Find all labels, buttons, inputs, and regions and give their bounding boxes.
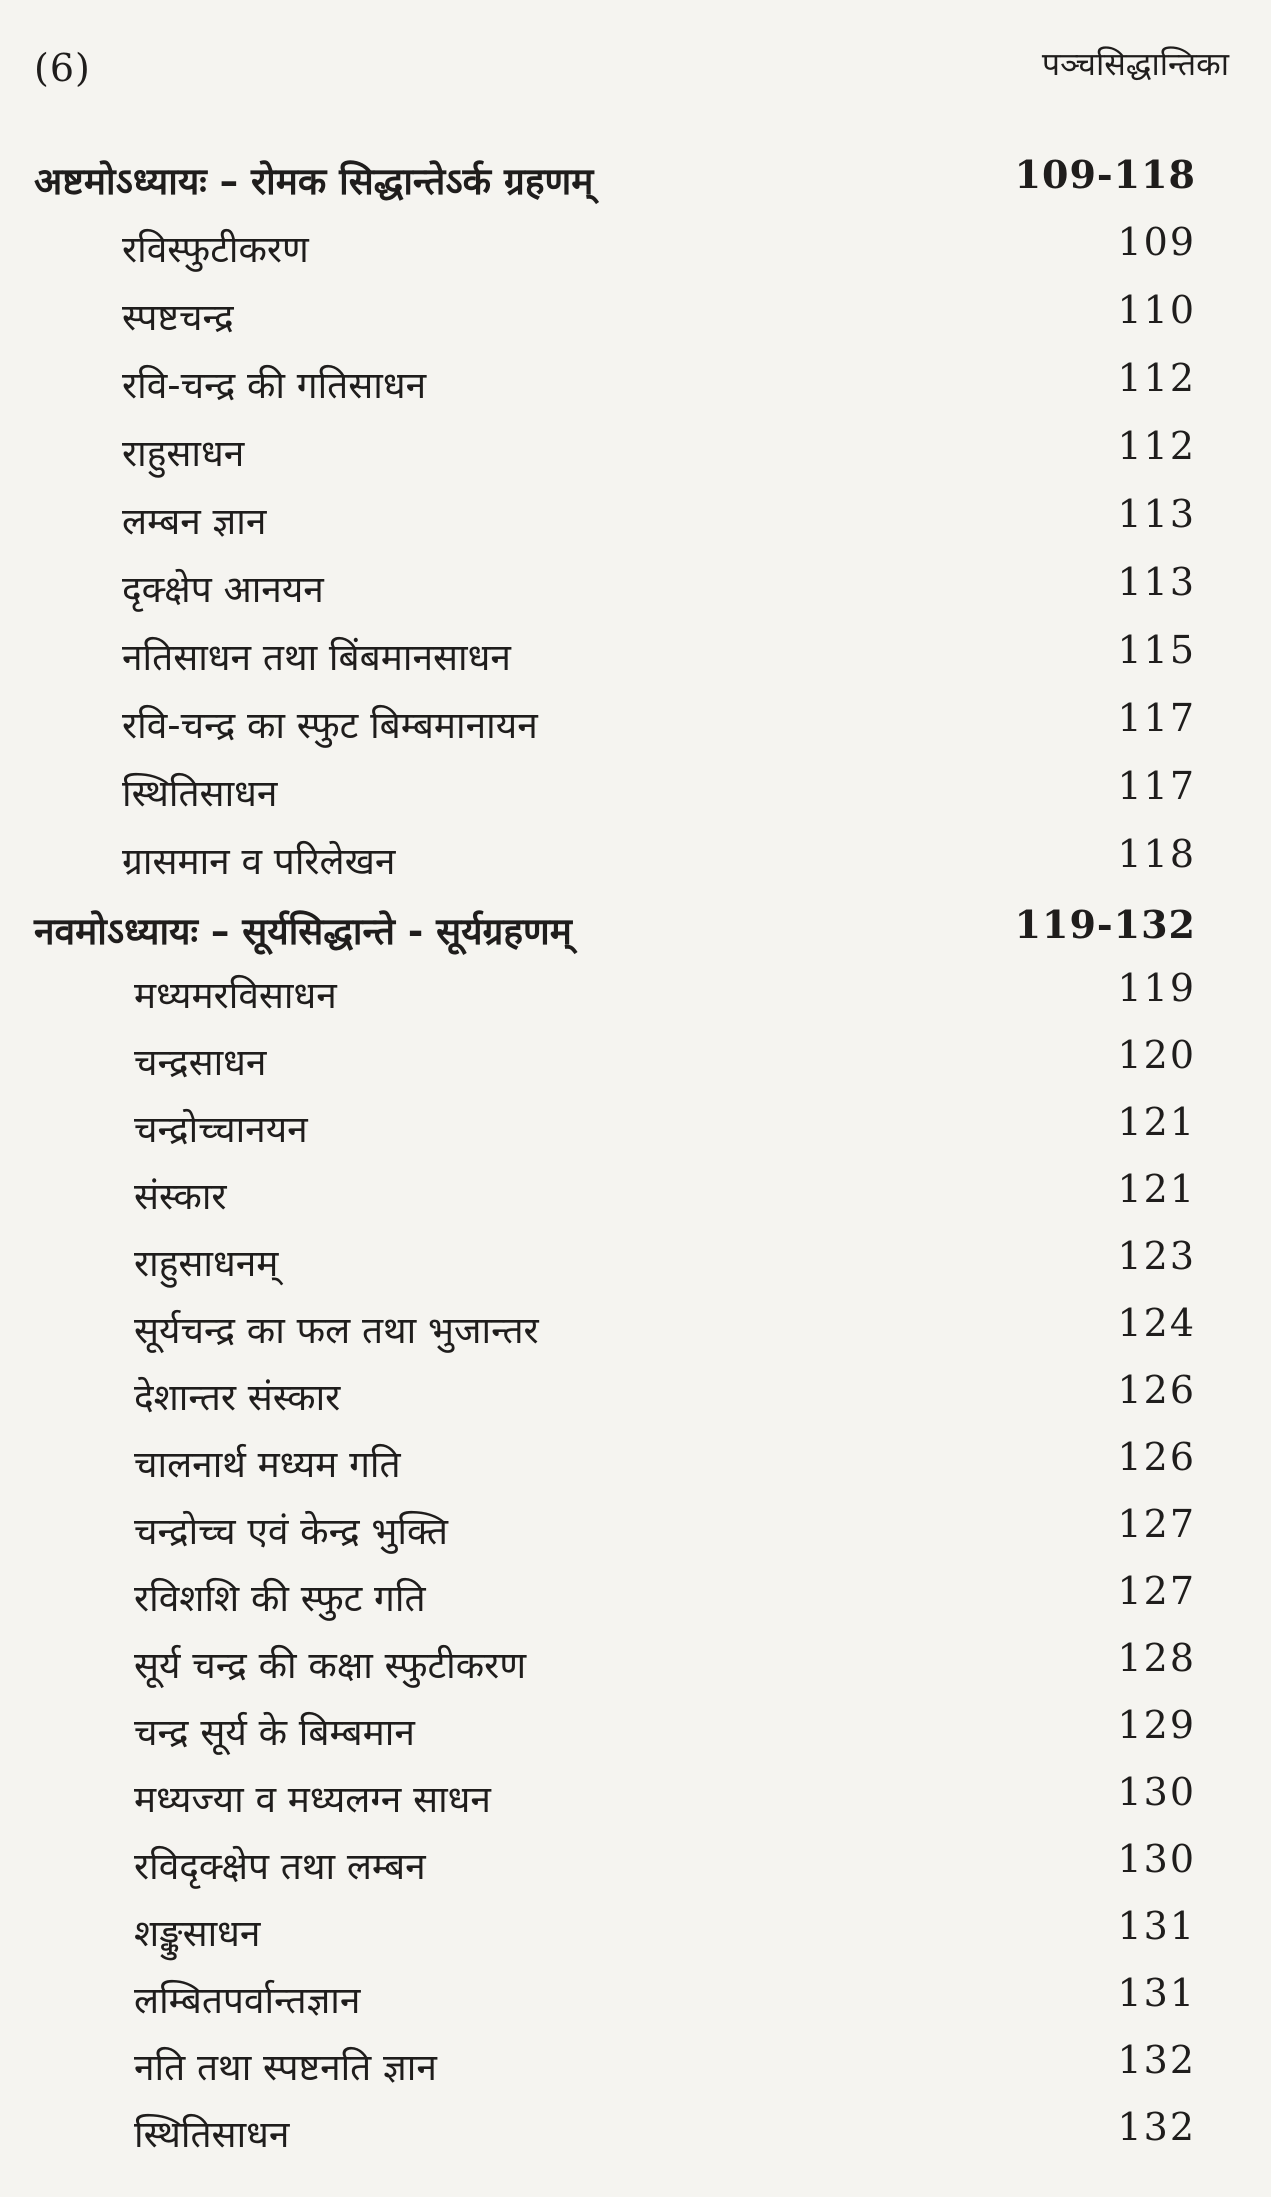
entry-title: मध्यमरविसाधन: [134, 974, 337, 1017]
entry-title: शङ्कुसाधन: [134, 1912, 261, 1955]
toc-entry: [34, 1429, 1196, 1496]
entry-page-number: 131: [1117, 1971, 1196, 2015]
entry-title: रवि-चन्द्र का स्फुट बिम्बमानायन: [122, 704, 538, 747]
toc-entry: [34, 826, 1196, 894]
entry-title: स्पष्टचन्द्र: [122, 296, 234, 339]
toc-entry: [34, 1027, 1196, 1094]
entry-title: चन्द्रोच्चानयन: [134, 1108, 308, 1151]
entry-title: चन्द्रसाधन: [134, 1041, 267, 1084]
toc-entry: [34, 1898, 1196, 1965]
running-title: पञ्चसिद्धान्तिका: [1041, 45, 1229, 83]
entry-title: नतिसाधन तथा बिंबमानसाधन: [122, 636, 511, 679]
toc-entry: [34, 1630, 1196, 1697]
entry-title: ग्रासमान व परिलेखन: [122, 840, 396, 883]
entry-page-number: 127: [1117, 1502, 1196, 1546]
entry-title: सूर्य चन्द्र की कक्षा स्फुटीकरण: [134, 1644, 527, 1687]
entry-page-number: 112: [1117, 424, 1196, 468]
toc-entry: [34, 1362, 1196, 1429]
toc-entry: [34, 418, 1196, 486]
entry-page-number: 123: [1117, 1234, 1196, 1278]
entry-page-number: 130: [1117, 1837, 1196, 1881]
entry-page-number: 121: [1117, 1167, 1196, 1211]
entry-title: स्थितिसाधन: [122, 772, 278, 815]
toc-entry: [34, 1563, 1196, 1630]
toc-entry: [34, 1831, 1196, 1898]
entry-title: दृक्क्षेप आनयन: [122, 568, 324, 611]
toc-entry: [34, 1965, 1196, 2032]
entry-page-number: 131: [1117, 1904, 1196, 1948]
chapter-9: [34, 900, 1196, 2166]
toc-entry: [34, 2032, 1196, 2099]
toc-entry: [34, 554, 1196, 622]
entry-title: रविस्फुटीकरण: [122, 228, 309, 271]
toc-entry: [34, 282, 1196, 350]
entry-page-number: 127: [1117, 1569, 1196, 1613]
toc-entry: [34, 1228, 1196, 1295]
toc-entry: [34, 486, 1196, 554]
entry-page-number: 128: [1117, 1636, 1196, 1680]
chapter-page-range: 119-132: [1014, 902, 1196, 947]
toc-entry: [34, 350, 1196, 418]
entry-page-number: 129: [1117, 1703, 1196, 1747]
entry-title: देशान्तर संस्कार: [134, 1376, 341, 1419]
page-header: [34, 40, 1229, 100]
entry-page-number: 110: [1117, 288, 1196, 332]
entry-page-number: 132: [1117, 2038, 1196, 2082]
entry-title: नति तथा स्पष्टनति ज्ञान: [134, 2046, 437, 2089]
entry-title: राहुसाधन: [122, 432, 245, 475]
entry-page-number: 112: [1117, 356, 1196, 400]
entry-title: राहुसाधनम्: [134, 1242, 279, 1285]
entry-title: लम्बितपर्वान्तज्ञान: [134, 1979, 361, 2022]
entry-page-number: 115: [1117, 628, 1196, 672]
entry-page-number: 126: [1117, 1368, 1196, 1412]
entry-title: रविदृक्क्षेप तथा लम्बन: [134, 1845, 426, 1888]
entry-title: चालनार्थ मध्यम गति: [134, 1443, 401, 1486]
entry-page-number: 121: [1117, 1100, 1196, 1144]
toc-entry: [34, 690, 1196, 758]
toc-entry: [34, 1295, 1196, 1362]
toc-entry: [34, 1697, 1196, 1764]
entry-page-number: 113: [1117, 560, 1196, 604]
chapter-8: [34, 150, 1196, 894]
entry-title: रवि-चन्द्र की गतिसाधन: [122, 364, 427, 407]
entry-page-number: 113: [1117, 492, 1196, 536]
entry-page-number: 109: [1117, 220, 1196, 264]
entry-page-number: 126: [1117, 1435, 1196, 1479]
chapter-heading: [34, 900, 1196, 960]
entry-title: रविशशि की स्फुट गति: [134, 1577, 426, 1620]
entry-title: संस्कार: [134, 1175, 227, 1218]
toc-entry: [34, 1094, 1196, 1161]
toc-entry: [34, 1161, 1196, 1228]
entry-page-number: 130: [1117, 1770, 1196, 1814]
chapter-page-range: 109-118: [1014, 152, 1196, 197]
entry-page-number: 117: [1117, 696, 1196, 740]
toc-entry: [34, 214, 1196, 282]
toc-entry: [34, 960, 1196, 1027]
chapter-title: नवमोऽध्यायः – सूर्यसिद्धान्ते - सूर्यग्रहणम्: [34, 910, 572, 953]
entry-title: लम्बन ज्ञान: [122, 500, 267, 543]
entry-title: स्थितिसाधन: [134, 2113, 290, 2156]
chapter-heading: [34, 150, 1196, 214]
entry-title: चन्द्र सूर्य के बिम्बमान: [134, 1711, 415, 1754]
toc-entry: [34, 2099, 1196, 2166]
toc-entry: [34, 1764, 1196, 1831]
entry-page-number: 117: [1117, 764, 1196, 808]
entry-title: मध्यज्या व मध्यलग्न साधन: [134, 1778, 491, 1821]
entry-page-number: 119: [1117, 966, 1196, 1010]
entry-title: चन्द्रोच्च एवं केन्द्र भुक्ति: [134, 1510, 448, 1553]
page-number: (6): [34, 46, 91, 90]
toc-entry: [34, 622, 1196, 690]
toc-entry: [34, 1496, 1196, 1563]
entry-page-number: 120: [1117, 1033, 1196, 1077]
entry-page-number: 124: [1117, 1301, 1196, 1345]
table-of-contents: [34, 150, 1196, 2166]
chapter-title: अष्टमोऽध्यायः – रोमक सिद्धान्तेऽर्क ग्रहणम्: [34, 160, 594, 203]
entry-title: सूर्यचन्द्र का फल तथा भुजान्तर: [134, 1309, 539, 1352]
entry-page-number: 132: [1117, 2105, 1196, 2149]
toc-entry: [34, 758, 1196, 826]
entry-page-number: 118: [1117, 832, 1196, 876]
